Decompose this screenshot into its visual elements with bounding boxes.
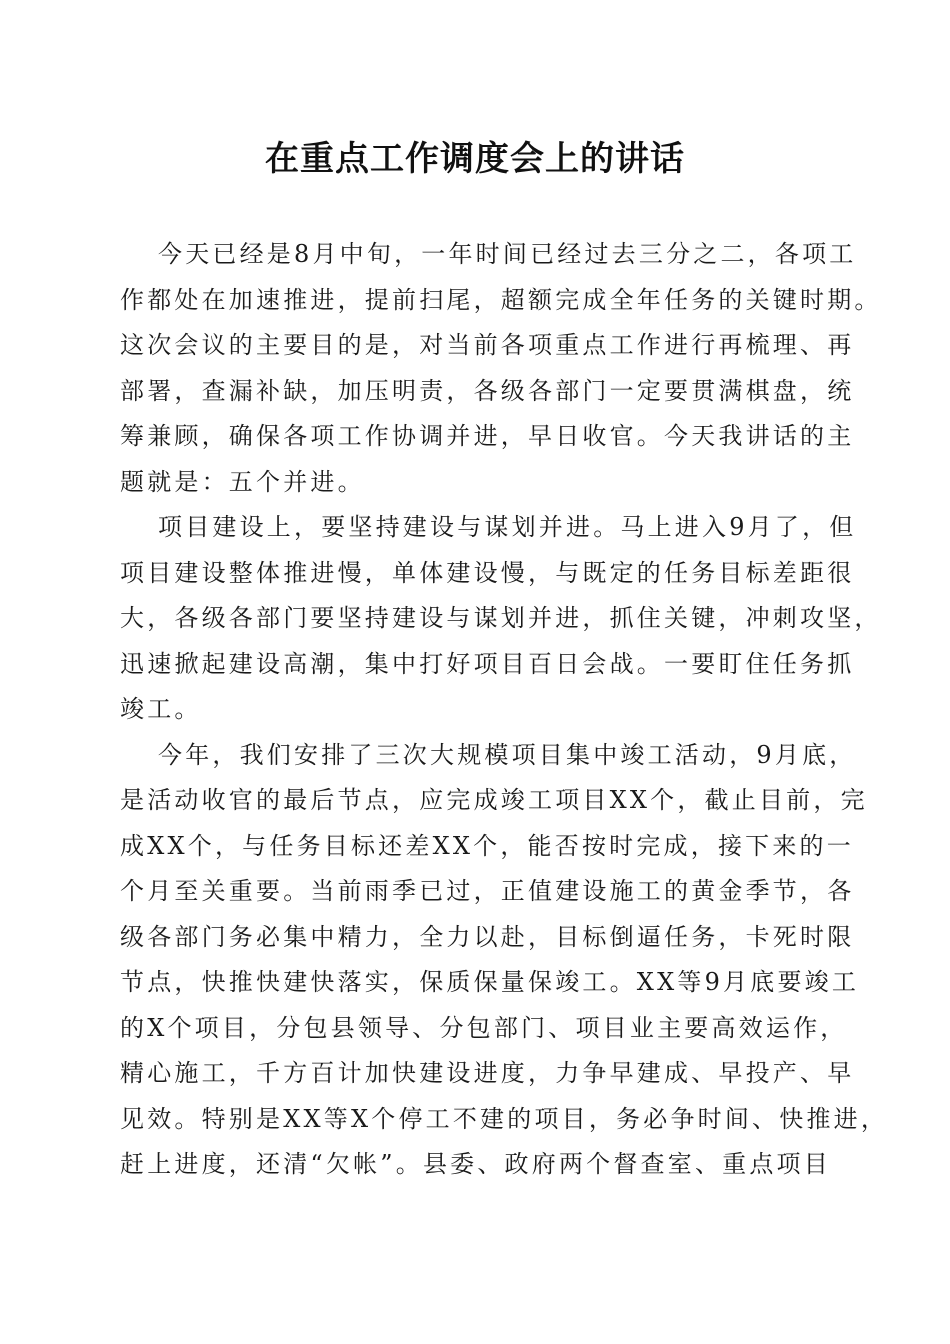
text-line: 今天已经是8月中旬，一年时间已经过去三分之二，各项工 [158,240,857,268]
text-line: 级各部门务必集中精力，全力以赴，目标倒逼任务，卡死时限 [120,922,855,951]
text-line: 这次会议的主要目的是，对当前各项重点工作进行再梳理、再 [120,331,855,359]
text-line: 筹兼顾，确保各项工作协调并进，早日收官。今天我讲话的主 [120,422,855,450]
paragraph-1 [120,232,882,505]
text-line: 作都处在加速推进，提前扫尾，超额完成全年任务的关键时期。 [120,285,882,314]
text-line: 今年，我们安排了三次大规模项目集中竣工活动，9月底， [158,740,857,769]
text-line: 项目建设上，要坚持建设与谋划并进。马上进入9月了，但 [158,513,857,541]
text-line: 见效。特别是XX等X个停工不建的项目，务必争时间、快推进， [120,1104,889,1133]
text-line: 竣工。 [120,695,202,723]
text-line: 迅速掀起建设高潮，集中打好项目百日会战。一要盯住任务抓 [120,649,855,678]
text-line: 成XX个，与任务目标还差XX个，能否按时完成，接下来的一 [120,831,854,860]
text-line: 节点，快推快建快落实，保质保量保竣工。XX等9月底要竣工 [120,968,860,996]
document-body [120,232,889,1188]
text-line: 是活动收官的最后节点，应完成竣工项目XX个，截止目前，完 [120,786,868,814]
text-line: 个月至关重要。当前雨季已过，正值建设施工的黄金季节，各 [120,877,855,905]
text-line: 的X个项目，分包县领导、分包部门、项目业主要高效运作， [120,1013,848,1042]
text-line: 大，各级各部门要坚持建设与谋划并进，抓住关键，冲刺攻坚， [120,604,882,632]
text-line: 赶上进度，还清“欠帐”。县委、政府两个督查室、重点项目 [120,1150,831,1178]
text-line: 题就是：五个并进。 [120,467,365,496]
text-line: 精心施工，千方百计加快建设进度，力争早建成、早投产、早 [120,1059,855,1087]
text-line: 部署，查漏补缺，加压明责，各级各部门一定要贯满棋盘，统 [120,376,855,405]
text-line: 项目建设整体推进慢，单体建设慢，与既定的任务目标差距很 [120,558,855,587]
page-title: 在重点工作调度会上的讲话 [265,139,685,179]
paragraph-3 [120,733,889,1188]
paragraph-2 [120,505,882,733]
